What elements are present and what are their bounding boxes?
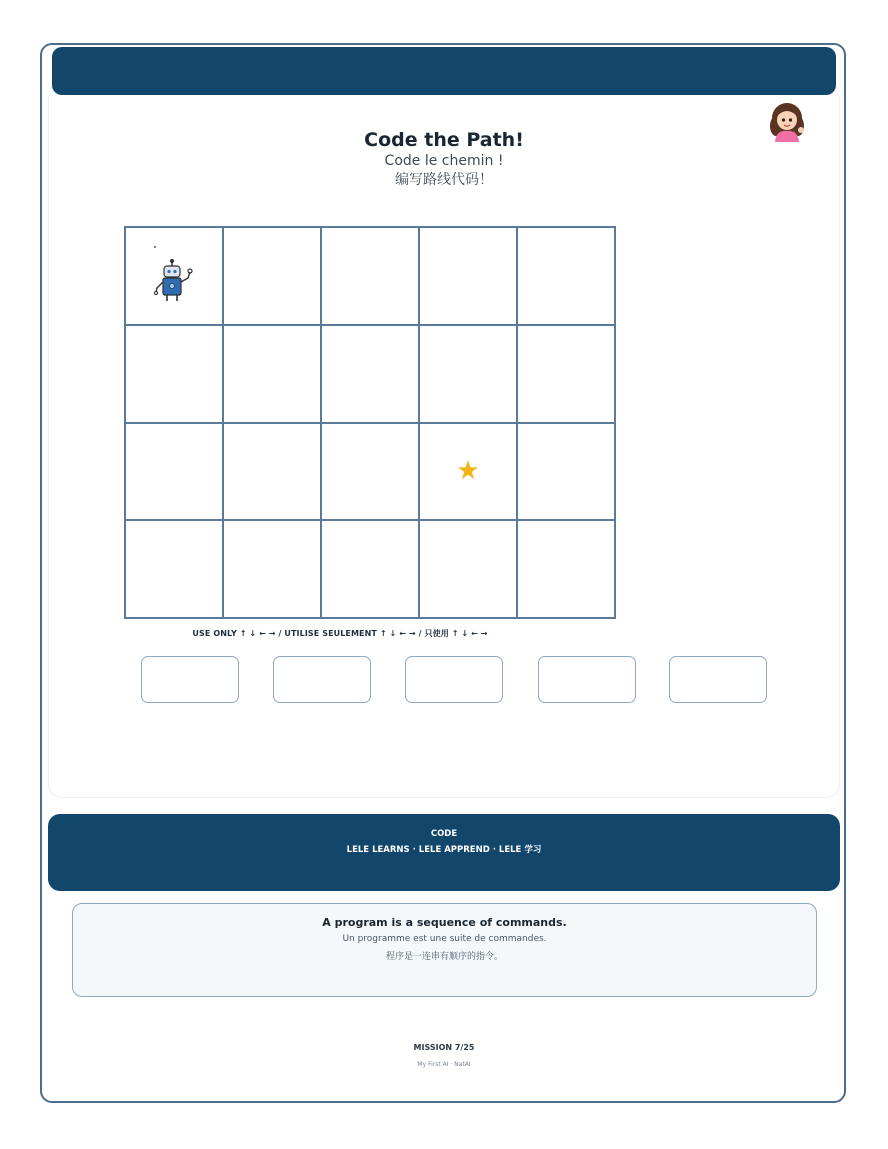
mission-counter: MISSION 7/25 [413,1043,475,1052]
grid-cell [223,325,321,423]
credit-text: My First AI · NatAI [417,1061,471,1068]
grid-cell [321,227,419,325]
robot-icon [152,258,196,306]
grid-cell [321,325,419,423]
footer-bar [48,814,840,891]
grid-cell [419,520,517,618]
grid-cell [125,423,223,521]
command-slot[interactable] [538,656,636,703]
answer-slots [141,656,769,704]
footer-section-label: CODE [430,829,458,839]
grid-cell [419,423,517,521]
grid-cell [321,520,419,618]
grid-cell [223,520,321,618]
info-box [72,903,817,997]
command-slot[interactable] [141,656,239,703]
subtitle-french: Code le chemin ! [384,153,504,169]
grid-cell [223,423,321,521]
page-title: Code the Path! [364,129,524,151]
grid-cell [517,227,615,325]
grid-cell [517,423,615,521]
grid-cell [125,227,223,325]
grid-cell [517,325,615,423]
grid-mark [154,246,156,248]
command-slot[interactable] [273,656,371,703]
title-block [0,128,888,190]
subtitle-chinese: 编写路线代码！ [395,172,493,188]
grid-cell [419,227,517,325]
grid-cell [517,520,615,618]
grid-cell [125,325,223,423]
header-bar [52,47,836,95]
path-grid [124,226,616,619]
info-chinese: 程序是一连串有顺序的指令。 [385,952,503,962]
footer-brand: LELE LEARNS · LELE APPREND · LELE 学习 [346,845,542,855]
grid-cell [419,325,517,423]
instruction-text: USE ONLY ↑ ↓ ← → / UTILISE SEULEMENT ↑ ↓ ← → / 只使用 ↑ ↓ ← → [192,629,488,638]
grid-cell [321,423,419,521]
star-icon: ★ [456,456,480,487]
grid-cell [125,520,223,618]
grid-cell [223,227,321,325]
command-slot[interactable] [405,656,503,703]
info-english: A program is a sequence of commands. [322,916,567,929]
command-slot[interactable] [669,656,767,703]
info-french: Un programme est une suite de commandes. [342,934,547,944]
